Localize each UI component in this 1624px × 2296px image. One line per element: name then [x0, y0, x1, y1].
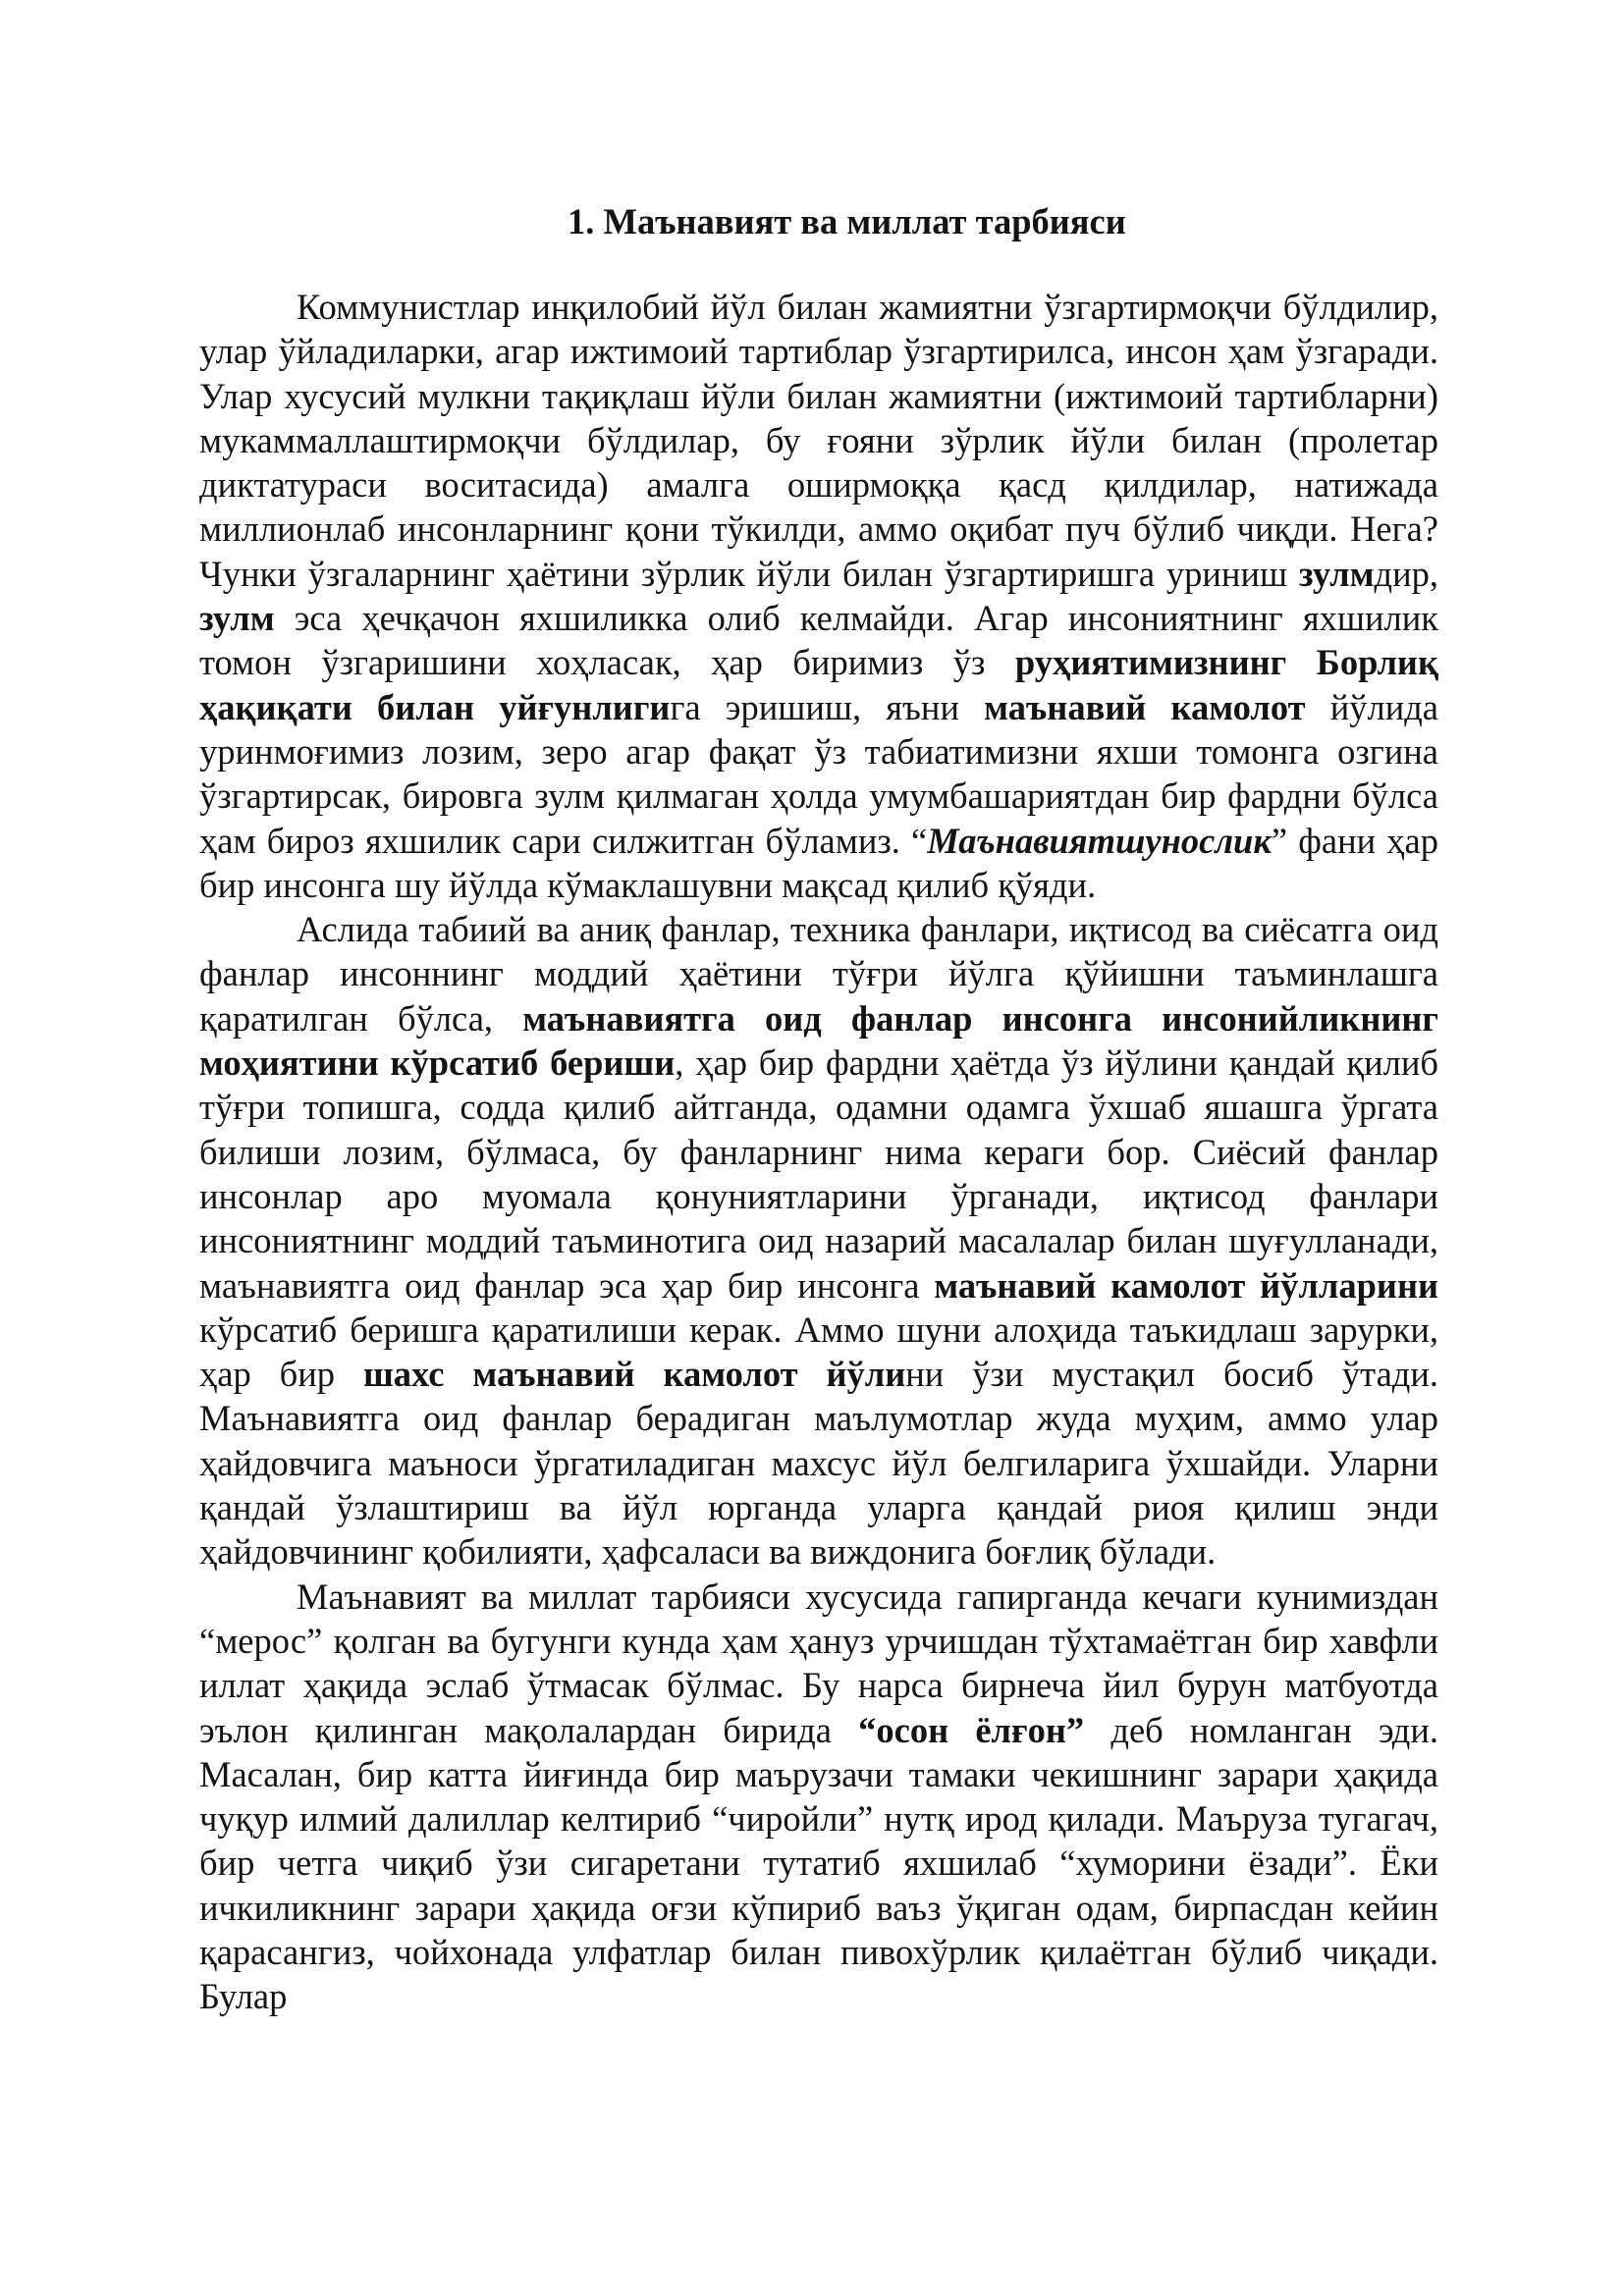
text-run: ” фани ҳар бир инсонга шу йўлда кўмаклашувни мақсад қилиб қўяди. — [199, 820, 1438, 905]
text-run: ни ўзи мустақил босиб ўтади. Маънавиятга оид фанлар берадиган маълумотлар жуда муҳим, аммо улар ҳайдовчига маъноси ўргатиладиган махсус йўл белгиларига ўхшайди. Уларни қандай ўзлаштириш ва йўл юрганда уларга қандай риоя қилиш энди ҳайдовчининг қобилияти, ҳафсаласи ва виждонига боғлиқ бўлади. — [199, 1354, 1438, 1573]
text-run: Аслида табиий ва аниқ фанлар, техника фанлари, иқтисод ва сиёсатга оид фанлар инсоннинг моддий ҳаётини тўғри йўлга қўйишни таъминлашга қаратилган бўлса, — [199, 909, 1438, 1039]
text-run: , ҳар бир фардни ҳаётда ўз йўлини қандай қилиб тўғри топишга, содда қилиб айтганда, одамни одамга ўхшаб яшашга ўргата билиши лозим, бўлмаса, бу фанларнинг нима кераги бор. Сиёсий фанлар инсонлар аро муомала қонуниятларини ўрганади, иқтисод фанлари инсониятнинг моддий таъминотига оид назарий масалалар билан шуғулланади, маънавиятга оид фанлар эса ҳар бир инсонга — [199, 1042, 1438, 1306]
paragraph — [199, 285, 1438, 907]
emphasis-text: “осон ёлғон” — [858, 1709, 1085, 1750]
text-run: деб номланган эди. Масалан, бир катта йиғинда бир маърузачи тамаки чекишнинг зарари ҳақида чуқур илмий далиллар келтириб “чиройли” нутқ ирод қилади. Маъруза тугагач, бир четга чиқиб ўзи сигаретани тутатиб яхшилаб “хуморини ёзади”. Ёки ичкиликнинг зарари ҳақида оғзи кўпириб ваъз ўқиган одам, бирпасдан кейин қарасангиз, чойхонада улфатлар билан пивохўрлик қилаётган бўлиб чиқади. Булар — [199, 1709, 1439, 2017]
text-run: кўрсатиб беришга қаратилиши керак. Аммо шуни алоҳида таъкидлаш зарурки, ҳар бир — [199, 1308, 1438, 1395]
paragraph — [199, 1575, 1438, 2019]
text-run: эса ҳечқачон яхшиликка олиб келмайди. Агар инсониятнинг яхшилик томон ўзгаришини хоҳласак, ҳар биримиз ўз — [199, 598, 1438, 683]
emphasis-text: зулм — [199, 598, 275, 639]
document-body — [199, 199, 1438, 2019]
emphasis-text: руҳиятимизнинг Борлиқ ҳақиқати билан уйғунлиги — [199, 642, 1438, 727]
emphasis-text: маънавиятга оид фанлар инсонга инсонийликнинг моҳиятини кўрсатиб бериши — [199, 997, 1438, 1084]
emphasis-text: Маънавиятшунослик — [927, 820, 1272, 861]
text-run: га эришиш, яъни — [670, 686, 985, 727]
text-run: Маънавият ва миллат тарбияси хусусида гапирганда кечаги кунимиздан “мерос” қолган ва бугунги кунда ҳам ҳануз урчишдан тўхтамаётган бир хавфли иллат ҳақида эслаб ўтмасак бўлмас. Бу нарса бирнеча йил бурун матбуотда эълон қилинган мақолалардан бирида — [199, 1575, 1438, 1750]
text-run: йўлида уринмоғимиз лозим, зеро агар фақат ўз табиатимизни яхши томонга озгина ўзгартирсак, бировга зулм қилмаган ҳолда умумбашариятдан бир фардни бўлса ҳам бироз яхшилик сари силжитган бўламиз. “ — [199, 686, 1439, 861]
emphasis-text: маънавий камолот йўлларини — [934, 1264, 1439, 1306]
paragraph-list — [199, 285, 1438, 2019]
emphasis-text: шахс маънавий камолот йўли — [362, 1354, 906, 1395]
text-run: Коммунистлар инқилобий йўл билан жамиятни ўзгартирмоқчи бўлдилир, улар ўйладиларки, агар ижтимоий тартиблар ўзгартирилса, инсон ҳам ўзгаради. Улар хусусий мулкни тақиқлаш йўли билан жамиятни (ижтимоий тартибларни) мукаммаллаштирмоқчи бўлдилар, бу ғояни зўрлик йўли билан (пролетар диктатураси воситасида) амалга оширмоққа қасд қилдилар, натижада миллионлаб инсонларнинг қони тўкилди, аммо оқибат пуч бўлиб чиқди. Нега? Чунки ўзгаларнинг ҳаётини зўрлик йўли билан ўзгартиришга уриниш — [199, 287, 1438, 594]
paragraph — [199, 907, 1438, 1574]
section-title: 1. Маънавият ва миллат тарбияси — [568, 201, 1126, 241]
text-run: дир, — [1374, 553, 1438, 594]
emphasis-text: маънавий камолот — [984, 686, 1306, 727]
emphasis-text: зулм — [1298, 553, 1375, 594]
